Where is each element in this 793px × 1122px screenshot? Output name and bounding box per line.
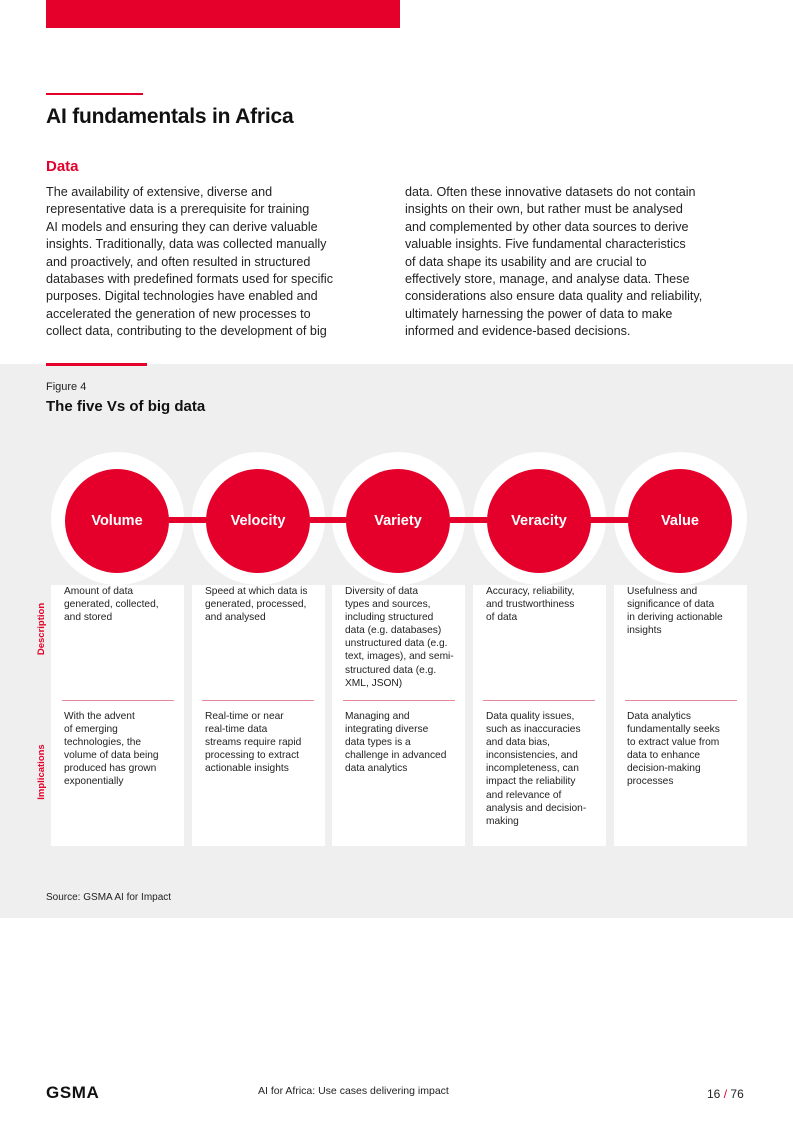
body-line: insights. Traditionally, data was collected manually	[46, 237, 327, 252]
body-line: effectively store, manage, and analyse data. These	[405, 272, 690, 287]
v-name: Variety	[374, 513, 422, 529]
implications-velocity	[205, 710, 323, 775]
text-line: Accuracy, reliability,	[486, 586, 575, 597]
text-line: unstructured data (e.g.	[345, 638, 448, 650]
text-line: volume of data being	[64, 750, 159, 762]
text-line: data (e.g. databases)	[345, 625, 442, 637]
body-line: insights on their own, but rather must be analysed	[405, 202, 683, 217]
description-value	[627, 585, 745, 637]
text-line: Usefulness and	[627, 586, 698, 597]
text-line: streams require rapid	[205, 737, 302, 749]
body-line: data. Often these innovative datasets do not contain	[405, 185, 696, 199]
text-line: technologies, the	[64, 737, 142, 749]
gsma-logo: GSMA	[46, 1083, 100, 1102]
title-rule	[46, 93, 143, 95]
footer-report-title: AI for Africa: Use cases delivering impact	[258, 1085, 449, 1097]
text-line: structured data (e.g.	[345, 664, 437, 676]
body-line: and proactively, and often resulted in structured	[46, 254, 311, 269]
figure-title: The five Vs of big data	[46, 398, 206, 415]
text-line: including structured	[345, 612, 434, 624]
text-line: Speed at which data is	[205, 586, 308, 597]
text-line: processes	[627, 776, 674, 788]
body-line: collect data, contributing to the development of big	[46, 324, 327, 339]
v-circle-variety	[346, 469, 450, 573]
body-line: databases with predefined formats used for specific	[46, 272, 334, 287]
v-name: Volume	[91, 513, 143, 529]
v-name: Veracity	[511, 513, 567, 529]
text-line: XML, JSON)	[345, 677, 403, 689]
text-line: text, images), and semi-	[345, 651, 454, 663]
text-line: With the advent	[64, 711, 135, 722]
page-title: AI fundamentals in Africa	[46, 105, 294, 128]
text-line: Amount of data	[64, 586, 134, 597]
v-circle-veracity	[487, 469, 591, 573]
row-label-implications: Implications	[36, 744, 47, 800]
description-velocity	[205, 585, 323, 624]
body-line: valuable insights. Five fundamental characteristics	[405, 237, 686, 252]
text-line: and stored	[64, 612, 113, 624]
text-line: generated, processed,	[205, 599, 307, 611]
figure-source: Source: GSMA AI for Impact	[46, 892, 172, 903]
body-line: ultimately harnessing the power of data to make	[405, 306, 673, 321]
body-line: of data shape its usability and are crucial to	[405, 254, 647, 269]
body-line: considerations also ensure data quality and reliability,	[405, 289, 703, 304]
description-volume	[64, 585, 182, 624]
page-separator: /	[723, 1087, 728, 1101]
implications-value	[627, 710, 745, 789]
body-line: representative data is a prerequisite for training	[46, 202, 310, 217]
text-line: impact the reliability	[486, 776, 576, 788]
text-line: types and sources,	[345, 599, 431, 611]
text-line: Diversity of data	[345, 586, 419, 597]
body-line: purposes. Digital technologies have enabled and	[46, 289, 318, 304]
body-line: accelerated the generation of new processes to	[46, 306, 311, 321]
text-line: significance of data	[627, 599, 715, 611]
text-line: challenge in advanced	[345, 750, 447, 762]
body-column-left	[46, 184, 386, 341]
figure-rule	[46, 363, 147, 366]
row-label-description: Description	[36, 602, 47, 656]
figure-label: Figure 4	[46, 381, 87, 393]
text-line: data analytics	[345, 763, 408, 775]
text-line: Data analytics	[627, 711, 691, 722]
v-name: Value	[661, 513, 699, 529]
implications-veracity	[486, 710, 604, 828]
text-line: in deriving actionable	[627, 612, 723, 624]
text-line: inconsistencies, and	[486, 750, 578, 762]
body-column-right	[405, 184, 745, 341]
text-line: and analysed	[205, 612, 266, 624]
body-line: AI models and ensuring they can derive valuable	[46, 219, 318, 234]
v-circle-volume	[65, 469, 169, 573]
card-divider	[62, 700, 174, 701]
text-line: fundamentally seeks	[627, 724, 720, 736]
description-variety	[345, 585, 463, 690]
text-line: processing to extract	[205, 750, 299, 762]
text-line: insights	[627, 625, 662, 637]
header-accent-bar	[46, 0, 400, 28]
card-divider	[483, 700, 595, 701]
text-line: data types is a	[345, 737, 411, 749]
text-line: decision-making	[627, 763, 701, 775]
text-line: and data bias,	[486, 737, 551, 749]
implications-variety	[345, 710, 463, 775]
v-name: Velocity	[230, 513, 286, 529]
v-circle-velocity	[206, 469, 310, 573]
text-line: Real-time or near	[205, 711, 284, 722]
text-line: data to enhance	[627, 750, 701, 762]
text-line: incompleteness, can	[486, 763, 579, 775]
text-line: integrating diverse	[345, 724, 429, 736]
implications-volume	[64, 710, 182, 789]
text-line: such as inaccuracies	[486, 724, 581, 736]
section-heading: Data	[46, 158, 79, 175]
body-line: informed and evidence-based decisions.	[405, 324, 631, 339]
text-line: real-time data	[205, 724, 268, 736]
text-line: of data	[486, 612, 518, 624]
text-line: and trustworthiness	[486, 599, 575, 611]
text-line: of emerging	[64, 724, 118, 736]
card-divider	[343, 700, 455, 701]
page-number	[707, 1087, 744, 1101]
text-line: making	[486, 815, 519, 827]
card-divider	[625, 700, 737, 701]
text-line: to extract value from	[627, 737, 720, 749]
text-line: exponentially	[64, 776, 124, 788]
body-line: and complemented by other data sources to derive	[405, 219, 689, 234]
body-line: The availability of extensive, diverse and	[46, 185, 273, 199]
card-divider	[202, 700, 314, 701]
text-line: generated, collected,	[64, 599, 159, 611]
page-current: 16	[707, 1087, 721, 1101]
text-line: and relevance of	[486, 789, 562, 801]
text-line: Managing and	[345, 711, 410, 722]
text-line: analysis and decision-	[486, 802, 587, 814]
description-veracity	[486, 585, 604, 624]
text-line: actionable insights	[205, 763, 289, 775]
v-circle-value	[628, 469, 732, 573]
text-line: Data quality issues,	[486, 711, 575, 722]
page-total: 76	[730, 1087, 744, 1101]
text-line: produced has grown	[64, 763, 157, 775]
